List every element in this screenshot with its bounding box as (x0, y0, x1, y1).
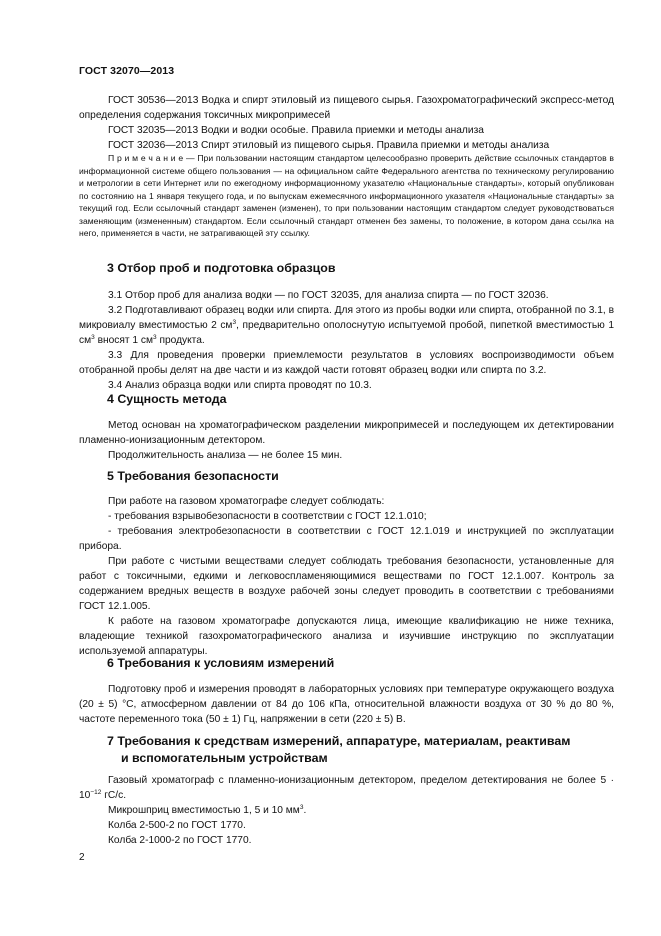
paragraph: При работе с чистыми веществами следует соблюдать требования безопасности, установленные для работ с токсичными, едкими и легковоспламеняющимися веществами по ГОСТ 12.1.007. Контроль за содержанием вредных веществ в воздухе рабочей зоны следует проводить в соответствии с требованиями ГОСТ 12.1.005. (79, 556, 614, 612)
paragraph: - требования взрывобезопасности в соответствии с ГОСТ 12.1.010; (108, 511, 427, 522)
section-4-heading: 4 Сущность метода (107, 392, 227, 406)
reference-item: ГОСТ 30536—2013 Водка и спирт этиловый из пищевого сырья. Газохроматографический экспресс-метод определения содержания токсичных микропримесей (79, 95, 614, 121)
section-7-body (79, 773, 614, 848)
paragraph: Микрошприц вместимостью 1, 5 и 10 $мм^3$. (108, 804, 307, 816)
paragraph: 3.4 Анализ образца водки или спирта проводят по 10.3. (108, 380, 372, 391)
reference-item: ГОСТ 32035—2013 Водки и водки особые. Правила приемки и методы анализа (108, 125, 484, 136)
paragraph: Газовый хроматограф с пламенно-ионизационным детектором, пределом детектирования не более $5 \cdot 10^{-12}$ гС/с. (79, 775, 614, 801)
page-number: 2 (79, 852, 85, 863)
reference-item: ГОСТ 32036—2013 Спирт этиловый из пищевого сырья. Правила приемки и методы анализа (108, 140, 550, 151)
paragraph: Подготовку проб и измерения проводят в лабораторных условиях при температуре окружающего воздуха (20 ± 5) °С, атмосферном давлении от 84 до 106 кПа, относительной влажности воздуха от 30 % до 80 %, частоте переменного тока (50 ± 1) Гц, напряжении в сети (220 ± 5) В. (79, 684, 614, 725)
paragraph: К работе на газовом хроматографе допускаются лица, имеющие квалификацию не ниже техника, владеющие техникой газохроматографического анализа и изучившие инструкцию по эксплуатации используемой аппаратуры. (79, 616, 614, 657)
section-5-body (79, 494, 614, 659)
paragraph: Продолжительность анализа — не более 15 мин. (108, 450, 343, 461)
paragraph: - требования электробезопасности в соответствии с ГОСТ 12.1.019 и инструкцией по эксплуатации прибора. (79, 526, 614, 552)
note-text: П р и м е ч а н и е — При пользовании настоящим стандартом целесообразно проверить действие ссылочных стандартов в информационной системе общего пользования — на официальном сайте Федерального агентства по техническому регулированию и метрологии в сети Интернет или по ежегодному информационному указателю «Национальные стандарты», который опубликован по состоянию на 1 января текущего года, и по выпускам ежемесячного информационного указателя «Национальные стандарты» за текущий год. Если ссылочный стандарт заменен (изменен), то при пользовании настоящим стандартом следует руководствоваться заменяющим (измененным) стандартом. Если ссылочный стандарт отменен без замены, то положение, в котором дана ссылка на него, применяется в части, не затрагивающей эту ссылку. (79, 153, 614, 238)
paragraph: 3.2 Подготавливают образец водки или спирта. Для этого из пробы водки или спирта, отобранной по 3.1, в микровиалу вместимостью 2 $см^3$, предварительно ополоснутую испытуемой пробой, пипеткой вместимостью 1 $см^3$ вносят 1 $см^3$ продукта. (79, 305, 614, 346)
section-3-body (79, 288, 614, 393)
paragraph: При работе на газовом хроматографе следует соблюдать: (108, 496, 385, 507)
paragraph: Колба 2-500-2 по ГОСТ 1770. (108, 820, 246, 831)
references-block (79, 93, 614, 153)
paragraph: Метод основан на хроматографическом разделении микропримесей и последующем их детектировании пламенно-ионизационным детектором. (79, 420, 614, 446)
paragraph: 3.1 Отбор проб для анализа водки — по ГОСТ 32035, для анализа спирта — по ГОСТ 32036. (108, 290, 549, 301)
section-5-heading: 5 Требования безопасности (107, 469, 279, 483)
document-header: ГОСТ 32070—2013 (79, 65, 175, 77)
section-6-body (79, 682, 614, 727)
note-block (79, 152, 614, 240)
section-3-heading: 3 Отбор проб и подготовка образцов (107, 261, 336, 275)
paragraph: 3.3 Для проведения проверки приемлемости результатов в условиях воспроизводимости объем отобранной пробы делят на две части и из каждой части готовят образец водки или спирта по 3.2. (79, 350, 614, 376)
section-7-heading: 7 Требования к средствам измерений, аппаратуре, материалам, реактивам и вспомогательным устройствам (107, 734, 571, 765)
paragraph: Колба 2-1000-2 по ГОСТ 1770. (108, 835, 252, 846)
section-4-body (79, 418, 614, 463)
section-6-heading: 6 Требования к условиям измерений (107, 656, 335, 670)
